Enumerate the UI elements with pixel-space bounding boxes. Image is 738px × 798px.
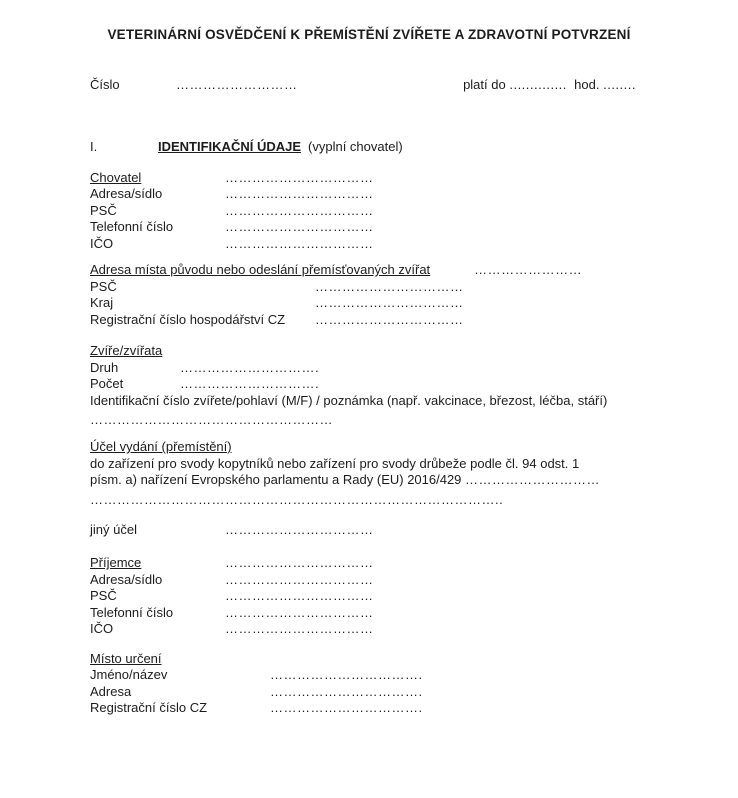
certificate-number-row [90, 77, 648, 94]
other-purpose-block [90, 522, 648, 539]
telefon-label: Telefonní číslo [90, 219, 174, 234]
pocet-label: Počet [90, 376, 124, 391]
destination-adresa-label: Adresa [90, 683, 132, 699]
destination-adresa-row [90, 684, 648, 701]
psc-label: PSČ [90, 202, 117, 218]
druh-row [90, 360, 648, 377]
hod-label: hod. [574, 77, 600, 92]
origin-psc-label: PSČ [90, 278, 117, 294]
purpose-heading-row [90, 439, 648, 456]
cislo-fill-line: ……………………… [176, 77, 298, 92]
origin-heading-row [90, 262, 648, 279]
chovatel-block [90, 170, 648, 253]
section-i-note: (vyplní chovatel) [308, 138, 403, 154]
registracni-cislo-hospodarstvi-label: Registrační číslo hospodářství CZ [90, 311, 286, 327]
prijemce-psc-label: PSČ [90, 588, 117, 603]
psc-row [90, 203, 648, 220]
ico-label: IČO [90, 235, 114, 251]
animal-id-fill-line: ……………………………………………… [90, 412, 333, 427]
registracni-cislo-cz-fill-line: ……………………………. [270, 700, 423, 715]
prijemce-label: Příjemce [90, 555, 142, 570]
adresa-sidlo-label: Adresa/sídlo [90, 186, 163, 201]
pocet-fill-line: …………………………. [180, 376, 320, 391]
telefon-row [90, 219, 648, 236]
adresa-sidlo-row [90, 186, 648, 203]
jmeno-nazev-fill-line: ……………………………. [270, 667, 423, 682]
prijemce-adresa-label: Adresa/sídlo [90, 571, 163, 587]
section-i-numeral: I. [90, 138, 98, 154]
destination-heading: Místo určení [90, 650, 162, 666]
prijemce-telefon-row [90, 605, 648, 622]
prijemce-fill-line: …………………………… [225, 555, 374, 570]
section-i-title: IDENTIFIKAČNÍ ÚDAJE [158, 138, 302, 154]
prijemce-psc-fill-line: …………………………… [225, 588, 374, 603]
druh-fill-line: …………………………. [180, 359, 320, 375]
chovatel-fill-line: …………………………… [225, 169, 374, 185]
purpose-heading: Účel vydání (přemístění) [90, 439, 232, 454]
purpose-block [90, 439, 648, 509]
certificate-number-group [90, 77, 298, 94]
origin-block [90, 262, 648, 328]
ico-fill-line: …………………………… [225, 235, 374, 251]
other-purpose-row [90, 522, 648, 539]
destination-block [90, 651, 648, 717]
ico-row [90, 236, 648, 253]
animals-block [90, 343, 648, 429]
purpose-text-line2-text: písm. a) nařízení Evropského parlamentu a Rady (EU) 2016/429 [90, 472, 462, 487]
origin-psc-row [90, 279, 648, 296]
purpose-text-line1: do zařízení pro svody kopytníků nebo zařízení pro svody drůbeže podle čl. 94 odst. 1 [90, 455, 580, 471]
prijemce-ico-label: IČO [90, 621, 114, 636]
registracni-cislo-hospodarstvi-fill-line: …………………………… [315, 311, 464, 327]
registracni-cislo-hospodarstvi-row [90, 312, 648, 329]
origin-heading: Adresa místa původu nebo odeslání přemísťovaných zvířat [90, 262, 431, 277]
prijemce-ico-fill-line: …………………………… [225, 621, 374, 636]
purpose-text-line2 [90, 472, 648, 489]
prijemce-ico-row [90, 621, 648, 638]
other-purpose-fill-line: …………………………… [225, 521, 374, 537]
origin-psc-fill-line: …………………………… [315, 278, 464, 294]
registracni-cislo-cz-label: Registrační číslo CZ [90, 700, 208, 715]
prijemce-telefon-label: Telefonní číslo [90, 604, 174, 620]
origin-heading-fill-line: …………………… [474, 262, 583, 277]
animal-id-note: Identifikační číslo zvířete/pohlaví (M/F) / poznámka (např. vakcinace, březost, léčba, stáří) [90, 392, 608, 408]
plati-do-fill-line: .............. [509, 77, 567, 92]
section-i-heading [90, 138, 648, 155]
prijemce-adresa-fill-line: …………………………… [225, 571, 374, 587]
psc-fill-line: …………………………… [225, 202, 374, 218]
chovatel-row [90, 170, 648, 187]
chovatel-label: Chovatel [90, 169, 142, 185]
prijemce-row [90, 555, 648, 572]
prijemce-telefon-fill-line: …………………………… [225, 604, 374, 620]
plati-do-label: platí do [463, 77, 506, 92]
prijemce-block [90, 555, 648, 638]
prijemce-adresa-row [90, 572, 648, 589]
jmeno-nazev-row [90, 667, 648, 684]
kraj-fill-line: …………………………… [315, 295, 464, 310]
kraj-row [90, 295, 648, 312]
registracni-cislo-cz-row [90, 700, 648, 717]
kraj-label: Kraj [90, 295, 114, 310]
animals-heading: Zvíře/zvířata [90, 343, 163, 358]
purpose-fill-line: ……………………………………………………………………………….. [90, 491, 504, 507]
validity-group [463, 77, 648, 94]
other-purpose-label: jiný účel [90, 521, 137, 537]
jmeno-nazev-label: Jméno/název [90, 667, 168, 682]
document-title: VETERINÁRNÍ OSVĚDČENÍ K PŘEMÍSTĚNÍ ZVÍŘETE A ZDRAVOTNÍ POTVRZENÍ [107, 27, 631, 42]
destination-adresa-fill-line: ……………………………. [270, 683, 423, 699]
cislo-label: Číslo [90, 77, 120, 92]
prijemce-psc-row [90, 588, 648, 605]
telefon-fill-line: …………………………… [225, 219, 374, 234]
druh-label: Druh [90, 359, 119, 375]
adresa-sidlo-fill-line: …………………………… [225, 186, 374, 201]
hod-fill-line: ........ [603, 77, 636, 92]
animals-heading-row [90, 343, 648, 360]
purpose-line2-fill-line: ………………………… [465, 472, 601, 487]
destination-heading-row [90, 651, 648, 668]
pocet-row [90, 376, 648, 393]
